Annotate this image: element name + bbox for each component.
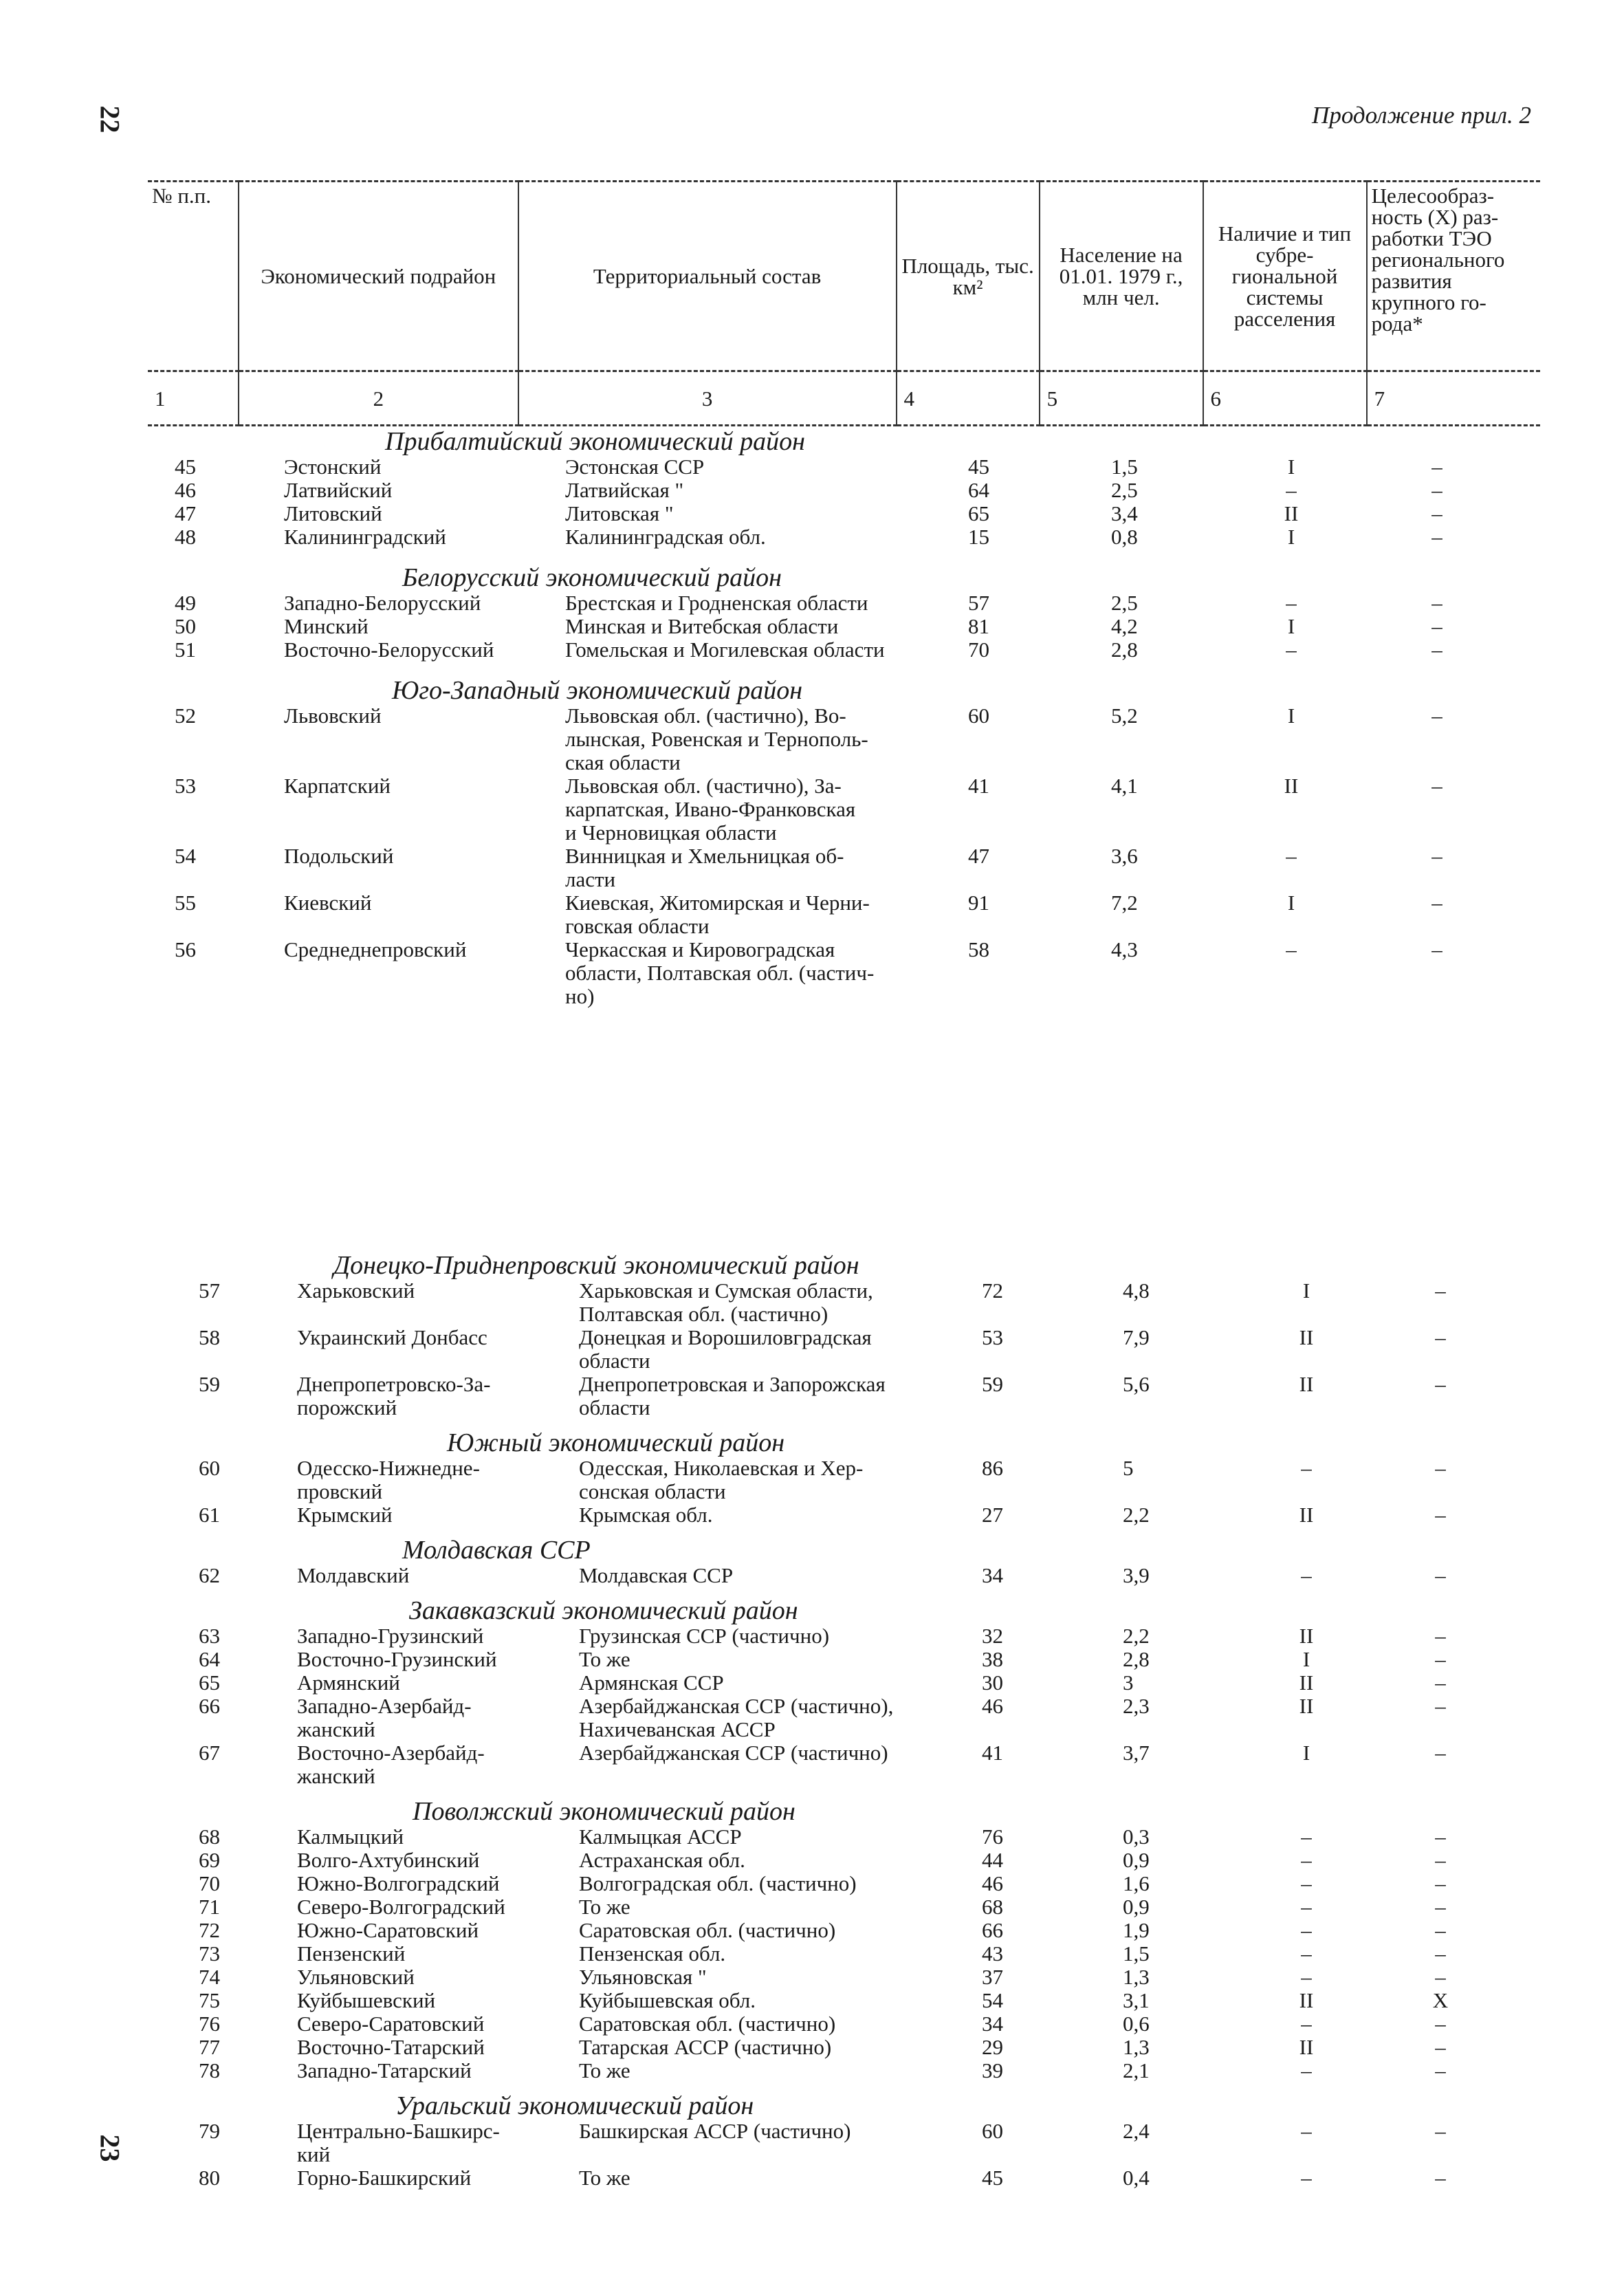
district-name: Пензенский <box>297 1941 406 1966</box>
feasibility-mark: – <box>1435 2012 1446 2036</box>
area-value: 57 <box>968 591 989 615</box>
feasibility-mark: – <box>1435 1278 1446 1303</box>
area-value: 58 <box>968 937 989 961</box>
area-value: 44 <box>982 1848 1003 1872</box>
settlement-system: I <box>1287 455 1295 479</box>
section-title: Южный экономический район <box>447 1428 785 1457</box>
population-value: 2,4 <box>1123 2119 1150 2143</box>
feasibility-mark: – <box>1435 1871 1446 1895</box>
district-name: Куйбышевский <box>297 1988 436 2012</box>
district-name: Среднеднепровский <box>284 937 467 961</box>
settlement-system: – <box>1301 1825 1312 1849</box>
territory-composition: Куйбышевская обл. <box>579 1988 756 2012</box>
row-number: 59 <box>199 1372 220 1396</box>
district-name: Северо-Волгоградский <box>297 1895 505 1919</box>
settlement-system: II <box>1299 2035 1314 2059</box>
district-name: Западно-Азербайд- жанский <box>297 1694 472 1741</box>
district-name: Литовский <box>284 501 382 525</box>
feasibility-mark: – <box>1431 891 1442 915</box>
area-value: 66 <box>982 1918 1003 1942</box>
area-value: 72 <box>982 1278 1003 1303</box>
area-value: 37 <box>982 1965 1003 1989</box>
row-number: 69 <box>199 1848 220 1872</box>
area-value: 64 <box>968 478 989 502</box>
district-name: Южно-Волгоградский <box>297 1871 500 1895</box>
area-value: 41 <box>968 774 989 798</box>
col-number-7: 7 <box>1367 371 1540 426</box>
feasibility-mark: – <box>1431 525 1442 549</box>
district-name: Восточно-Азербайд- жанский <box>297 1741 485 1788</box>
area-value: 60 <box>982 2119 1003 2143</box>
col-number-2: 2 <box>239 371 518 426</box>
settlement-system: I <box>1302 1278 1310 1303</box>
feasibility-mark: – <box>1435 1895 1446 1919</box>
territory-composition: Одесская, Николаевская и Хер- сонская области <box>579 1456 864 1503</box>
col-number-1: 1 <box>148 371 239 426</box>
territory-composition: Гомельская и Могилевская области <box>565 638 885 662</box>
district-name: Горно-Башкирский <box>297 2166 472 2190</box>
row-number: 56 <box>175 937 196 961</box>
area-value: 46 <box>982 1694 1003 1718</box>
population-value: 2,8 <box>1111 638 1138 662</box>
col-number-5: 5 <box>1040 371 1203 426</box>
district-name: Минский <box>284 614 369 638</box>
feasibility-mark: – <box>1435 1694 1446 1718</box>
feasibility-mark: – <box>1435 1741 1446 1765</box>
section-title: Донецко-Приднепровский экономический район <box>333 1251 859 1280</box>
settlement-system: – <box>1301 1895 1312 1919</box>
section-title: Уральский экономический район <box>395 2091 754 2120</box>
population-value: 3,6 <box>1111 844 1138 868</box>
feasibility-mark: – <box>1435 1456 1446 1480</box>
row-number: 61 <box>199 1503 220 1527</box>
feasibility-mark: – <box>1435 1670 1446 1695</box>
population-value: 4,1 <box>1111 774 1138 798</box>
feasibility-mark: – <box>1435 2119 1446 2143</box>
population-value: 0,3 <box>1123 1825 1150 1849</box>
feasibility-mark: – <box>1435 1965 1446 1989</box>
settlement-system: II <box>1299 1988 1314 2012</box>
population-value: 0,6 <box>1123 2012 1150 2036</box>
district-name: Эстонский <box>284 455 382 479</box>
territory-composition: Ульяновская " <box>579 1965 707 1989</box>
territory-composition: Латвийская " <box>565 478 684 502</box>
district-name: Украинский Донбасс <box>297 1325 487 1349</box>
territory-composition: Азербайджанская ССР (частично) <box>579 1741 888 1765</box>
feasibility-mark: – <box>1431 937 1442 961</box>
district-name: Львовский <box>284 704 382 728</box>
row-number: 73 <box>199 1941 220 1966</box>
territory-composition: Калмыцкая АССР <box>579 1825 742 1849</box>
area-value: 34 <box>982 1563 1003 1587</box>
row-number: 67 <box>199 1741 220 1765</box>
feasibility-mark: – <box>1435 1563 1446 1587</box>
population-value: 3,4 <box>1111 501 1138 525</box>
page-number: 22 <box>94 105 126 133</box>
area-value: 15 <box>968 525 989 549</box>
row-number: 79 <box>199 2119 220 2143</box>
section-title: Молдавская ССР <box>402 1536 591 1565</box>
territory-composition: Днепропетровская и Запорожская области <box>579 1372 886 1419</box>
settlement-system: II <box>1299 1372 1314 1396</box>
settlement-system: – <box>1301 1456 1312 1480</box>
feasibility-mark: – <box>1431 704 1442 728</box>
row-number: 68 <box>199 1825 220 1849</box>
district-name: Восточно-Грузинский <box>297 1647 497 1671</box>
territory-composition: Молдавская ССР <box>579 1563 734 1587</box>
settlement-system: – <box>1301 1918 1312 1942</box>
district-name: Карпатский <box>284 774 391 798</box>
district-name: Северо-Саратовский <box>297 2012 485 2036</box>
row-number: 63 <box>199 1624 220 1648</box>
row-number: 78 <box>199 2058 220 2082</box>
col-header-5: Население на 01.01. 1979 г., млн чел. <box>1040 182 1203 371</box>
section-title: Белорусский экономический район <box>402 563 782 592</box>
territory-composition: Саратовская обл. (частично) <box>579 1918 836 1942</box>
feasibility-mark: – <box>1431 591 1442 615</box>
feasibility-mark: – <box>1435 1825 1446 1849</box>
district-name: Западно-Грузинский <box>297 1624 484 1648</box>
territory-composition: Татарская АССР (частично) <box>579 2035 832 2059</box>
area-value: 38 <box>982 1647 1003 1671</box>
feasibility-mark: – <box>1431 455 1442 479</box>
row-number: 70 <box>199 1871 220 1895</box>
row-number: 48 <box>175 525 196 549</box>
population-value: 5,6 <box>1123 1372 1150 1396</box>
settlement-system: II <box>1299 1670 1314 1695</box>
area-value: 32 <box>982 1624 1003 1648</box>
col-header-1: № п.п. <box>148 182 239 371</box>
feasibility-mark: – <box>1435 1503 1446 1527</box>
feasibility-mark: – <box>1435 1624 1446 1648</box>
settlement-system: I <box>1287 891 1295 915</box>
territory-composition: Саратовская обл. (частично) <box>579 2012 836 2036</box>
feasibility-mark: – <box>1431 501 1442 525</box>
territory-composition: Минская и Витебская области <box>565 614 839 638</box>
section-title: Прибалтийский экономический район <box>385 427 805 456</box>
district-name: Ульяновский <box>297 1965 415 1989</box>
territory-composition: Армянская ССР <box>579 1670 724 1695</box>
territory-composition: Волгоградская обл. (частично) <box>579 1871 857 1895</box>
territory-composition: Черкасская и Кировоградская области, Полтавская обл. (частич- но) <box>565 937 875 1008</box>
population-value: 5 <box>1123 1456 1134 1480</box>
district-name: Южно-Саратовский <box>297 1918 479 1942</box>
territory-composition: Донецкая и Ворошиловградская области <box>579 1325 872 1373</box>
area-value: 91 <box>968 891 989 915</box>
area-value: 70 <box>968 638 989 662</box>
feasibility-mark: – <box>1435 1372 1446 1396</box>
table-header <box>148 180 1540 426</box>
row-number: 71 <box>199 1895 220 1919</box>
settlement-system: II <box>1299 1503 1314 1527</box>
row-number: 45 <box>175 455 196 479</box>
population-value: 2,1 <box>1123 2058 1150 2082</box>
population-value: 2,8 <box>1123 1647 1150 1671</box>
section-title: Юго-Западный экономический район <box>392 676 803 705</box>
settlement-system: – <box>1286 937 1297 961</box>
area-value: 54 <box>982 1988 1003 2012</box>
district-name: Центрально-Башкирс- кий <box>297 2119 500 2166</box>
feasibility-mark: – <box>1431 638 1442 662</box>
row-number: 54 <box>175 844 196 868</box>
settlement-system: – <box>1286 591 1297 615</box>
settlement-system: I <box>1302 1647 1310 1671</box>
population-value: 3,1 <box>1123 1988 1150 2012</box>
area-value: 45 <box>982 2166 1003 2190</box>
row-number: 80 <box>199 2166 220 2190</box>
district-name: Харьковский <box>297 1278 415 1303</box>
settlement-system: – <box>1301 2119 1312 2143</box>
row-number: 51 <box>175 638 196 662</box>
col-header-6: Наличие и тип субре-гиональной системы расселения <box>1203 182 1367 371</box>
col-header-4: Площадь, тыс. км² <box>897 182 1040 371</box>
row-number: 60 <box>199 1456 220 1480</box>
territory-composition: Калининградская обл. <box>565 525 766 549</box>
population-value: 2,2 <box>1123 1624 1150 1648</box>
row-number: 65 <box>199 1670 220 1695</box>
population-value: 0,8 <box>1111 525 1138 549</box>
settlement-system: II <box>1284 774 1299 798</box>
territory-composition: Львовская обл. (частично), Во- лынская, Ровенская и Тернополь- ская области <box>565 704 868 774</box>
area-value: 46 <box>982 1871 1003 1895</box>
area-value: 59 <box>982 1372 1003 1396</box>
territory-composition: Крымская обл. <box>579 1503 713 1527</box>
feasibility-mark: X <box>1432 1988 1449 2012</box>
population-value: 1,3 <box>1123 2035 1150 2059</box>
area-value: 27 <box>982 1503 1003 1527</box>
district-name: Западно-Татарский <box>297 2058 472 2082</box>
population-value: 3,9 <box>1123 1563 1150 1587</box>
row-number: 57 <box>199 1278 220 1303</box>
feasibility-mark: – <box>1435 1647 1446 1671</box>
feasibility-mark: – <box>1435 2166 1446 2190</box>
territory-composition: Башкирская АССР (частично) <box>579 2119 851 2143</box>
continuation-header: Продолжение прил. 2 <box>1312 102 1531 129</box>
area-value: 34 <box>982 2012 1003 2036</box>
row-number: 53 <box>175 774 196 798</box>
population-value: 4,3 <box>1111 937 1138 961</box>
population-value: 4,8 <box>1123 1278 1150 1303</box>
population-value: 2,5 <box>1111 478 1138 502</box>
district-name: Калмыцкий <box>297 1825 404 1849</box>
population-value: 1,5 <box>1111 455 1138 479</box>
row-number: 47 <box>175 501 196 525</box>
feasibility-mark: – <box>1431 614 1442 638</box>
territory-composition: Пензенская обл. <box>579 1941 726 1966</box>
district-name: Латвийский <box>284 478 393 502</box>
col-header-3: Территориальный состав <box>518 182 897 371</box>
feasibility-mark: – <box>1431 774 1442 798</box>
territory-composition: Азербайджанская ССР (частично), Нахичеванская АССР <box>579 1694 894 1741</box>
district-name: Восточно-Белорусский <box>284 638 494 662</box>
settlement-system: II <box>1299 1694 1314 1718</box>
row-number: 52 <box>175 704 196 728</box>
row-number: 66 <box>199 1694 220 1718</box>
col-number-6: 6 <box>1203 371 1367 426</box>
territory-composition: Эстонская ССР <box>565 455 705 479</box>
district-name: Западно-Белорусский <box>284 591 481 615</box>
population-value: 1,5 <box>1123 1941 1150 1966</box>
feasibility-mark: – <box>1435 1325 1446 1349</box>
settlement-system: – <box>1301 1871 1312 1895</box>
area-value: 29 <box>982 2035 1003 2059</box>
area-value: 30 <box>982 1670 1003 1695</box>
settlement-system: – <box>1286 638 1297 662</box>
feasibility-mark: – <box>1431 478 1442 502</box>
area-value: 68 <box>982 1895 1003 1919</box>
col-number-3: 3 <box>518 371 897 426</box>
area-value: 65 <box>968 501 989 525</box>
territory-composition: То же <box>579 2058 630 2082</box>
col-header-2: Экономический подрайон <box>239 182 518 371</box>
settlement-system: – <box>1301 1965 1312 1989</box>
section-title: Закавказский экономический район <box>409 1596 798 1625</box>
area-value: 81 <box>968 614 989 638</box>
settlement-system: II <box>1299 1624 1314 1648</box>
settlement-system: – <box>1286 844 1297 868</box>
row-number: 55 <box>175 891 196 915</box>
row-number: 77 <box>199 2035 220 2059</box>
territory-composition: Грузинская ССР (частично) <box>579 1624 830 1648</box>
area-value: 45 <box>968 455 989 479</box>
district-name: Волго-Ахтубинский <box>297 1848 480 1872</box>
settlement-system: – <box>1301 2058 1312 2082</box>
population-value: 2,3 <box>1123 1694 1150 1718</box>
district-name: Киевский <box>284 891 372 915</box>
population-value: 5,2 <box>1111 704 1138 728</box>
population-value: 7,2 <box>1111 891 1138 915</box>
row-number: 46 <box>175 478 196 502</box>
population-value: 0,9 <box>1123 1895 1150 1919</box>
territory-composition: Киевская, Житомирская и Черни- говская области <box>565 891 870 938</box>
area-value: 41 <box>982 1741 1003 1765</box>
settlement-system: I <box>1287 525 1295 549</box>
settlement-system: – <box>1286 478 1297 502</box>
row-number: 62 <box>199 1563 220 1587</box>
page-number: 23 <box>94 2134 126 2162</box>
row-number: 76 <box>199 2012 220 2036</box>
area-value: 86 <box>982 1456 1003 1480</box>
area-value: 43 <box>982 1941 1003 1966</box>
settlement-system: – <box>1301 1848 1312 1872</box>
feasibility-mark: – <box>1435 1848 1446 1872</box>
section-title: Поволжский экономический район <box>413 1797 795 1826</box>
territory-composition: Брестская и Гродненская области <box>565 591 868 615</box>
population-value: 1,3 <box>1123 1965 1150 1989</box>
row-number: 50 <box>175 614 196 638</box>
feasibility-mark: – <box>1435 1918 1446 1942</box>
col-header-7: Целесообраз-ность (Х) раз-работки ТЭО регионального развития крупного го-рода* <box>1367 182 1540 371</box>
population-value: 1,6 <box>1123 1871 1150 1895</box>
population-value: 2,5 <box>1111 591 1138 615</box>
page-22 <box>0 0 1624 1135</box>
feasibility-mark: – <box>1435 2035 1446 2059</box>
district-name: Днепропетровско-За- порожский <box>297 1372 491 1419</box>
population-value: 4,2 <box>1111 614 1138 638</box>
district-name: Молдавский <box>297 1563 410 1587</box>
territory-composition: То же <box>579 1647 630 1671</box>
population-value: 7,9 <box>1123 1325 1150 1349</box>
district-name: Армянский <box>297 1670 400 1695</box>
settlement-system: – <box>1301 2012 1312 2036</box>
district-name: Подольский <box>284 844 394 868</box>
population-value: 1,9 <box>1123 1918 1150 1942</box>
district-name: Крымский <box>297 1503 393 1527</box>
settlement-system: I <box>1287 704 1295 728</box>
col-number-4: 4 <box>897 371 1040 426</box>
area-value: 76 <box>982 1825 1003 1849</box>
territory-composition: То же <box>579 1895 630 1919</box>
population-value: 2,2 <box>1123 1503 1150 1527</box>
area-value: 39 <box>982 2058 1003 2082</box>
feasibility-mark: – <box>1435 2058 1446 2082</box>
row-number: 75 <box>199 1988 220 2012</box>
territory-composition: Львовская обл. (частично), За- карпатская, Ивано-Франковская и Черновицкая области <box>565 774 856 845</box>
territory-composition: То же <box>579 2166 630 2190</box>
settlement-system: I <box>1302 1741 1310 1765</box>
settlement-system: II <box>1299 1325 1314 1349</box>
district-name: Одесско-Нижнедне- провский <box>297 1456 480 1503</box>
territory-composition: Литовская " <box>565 501 674 525</box>
territory-composition: Астраханская обл. <box>579 1848 745 1872</box>
settlement-system: – <box>1301 1941 1312 1966</box>
territory-composition: Харьковская и Сумская области, Полтавская обл. (частично) <box>579 1278 873 1326</box>
page-23 <box>0 1135 1624 2275</box>
area-value: 47 <box>968 844 989 868</box>
settlement-system: – <box>1301 1563 1312 1587</box>
feasibility-mark: – <box>1435 1941 1446 1966</box>
row-number: 58 <box>199 1325 220 1349</box>
row-number: 74 <box>199 1965 220 1989</box>
area-value: 53 <box>982 1325 1003 1349</box>
settlement-system: II <box>1284 501 1299 525</box>
population-value: 0,4 <box>1123 2166 1150 2190</box>
territory-composition: Винницкая и Хмельницкая об- ласти <box>565 844 844 891</box>
settlement-system: I <box>1287 614 1295 638</box>
population-value: 3,7 <box>1123 1741 1150 1765</box>
row-number: 64 <box>199 1647 220 1671</box>
feasibility-mark: – <box>1431 844 1442 868</box>
population-value: 0,9 <box>1123 1848 1150 1872</box>
district-name: Восточно-Татарский <box>297 2035 485 2059</box>
area-value: 60 <box>968 704 989 728</box>
population-value: 3 <box>1123 1670 1134 1695</box>
row-number: 49 <box>175 591 196 615</box>
district-name: Калининградский <box>284 525 446 549</box>
settlement-system: – <box>1301 2166 1312 2190</box>
row-number: 72 <box>199 1918 220 1942</box>
